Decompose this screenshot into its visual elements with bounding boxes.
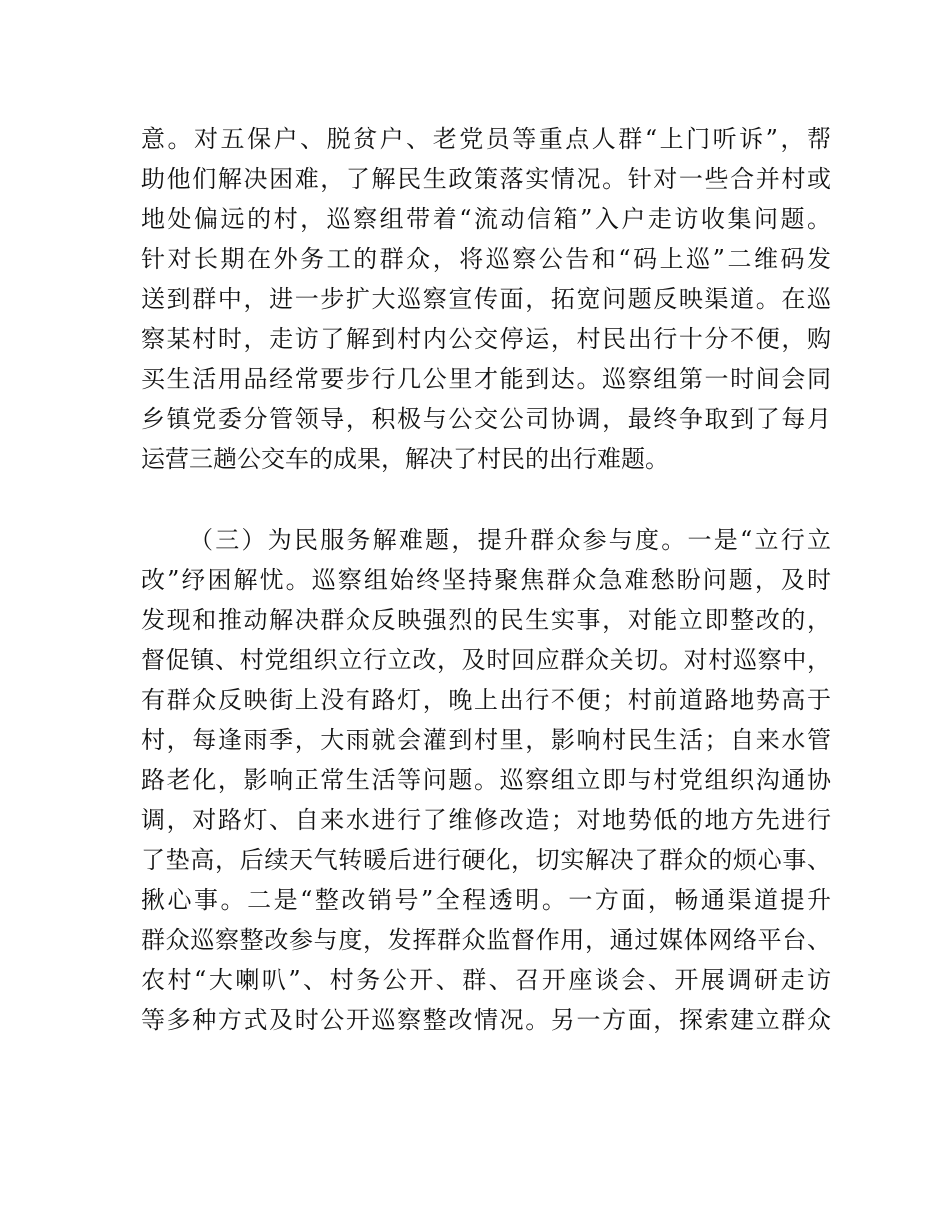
paragraph-2 [141, 520, 831, 1040]
text-line: （三）为民服务解难题，提升群众参与度。一是“立行立 [189, 526, 831, 554]
text-line: 村，每逢雨季，大雨就会灌到村里，影响村民生活；自来水管 [141, 726, 831, 754]
text-line: 助他们解决困难，了解民生政策落实情况。针对一些合并村或 [141, 165, 831, 193]
text-line: 察某村时，走访了解到村内公交停运，村民出行十分不便，购 [141, 325, 831, 353]
text-line: 督促镇、村党组织立行立改，及时回应群众关切。对村巡察中， [141, 646, 831, 674]
text-line: 发现和推动解决群众反映强烈的民生实事，对能立即整改的， [141, 606, 831, 634]
text-line: 了垫高，后续天气转暖后进行硬化，切实解决了群众的烦心事、 [141, 846, 831, 874]
text-line: 乡镇党委分管领导，积极与公交公司协调，最终争取到了每月 [141, 405, 831, 433]
paragraph-1 [141, 119, 831, 479]
text-line: 调，对路灯、自来水进行了维修改造；对地势低的地方先进行 [141, 806, 831, 834]
text-line: 运营三趟公交车的成果，解决了村民的出行难题。 [141, 445, 669, 473]
text-line: 意。对五保户、脱贫户、老党员等重点人群“上门听诉”，帮 [141, 125, 831, 153]
text-line: 有群众反映街上没有路灯，晚上出行不便；村前道路地势高于 [141, 686, 831, 714]
text-line: 等多种方式及时公开巡察整改情况。另一方面，探索建立群众 [141, 1006, 831, 1034]
text-line: 路老化，影响正常生活等问题。巡察组立即与村党组织沟通协 [141, 766, 831, 794]
text-line: 买生活用品经常要步行几公里才能到达。巡察组第一时间会同 [141, 365, 831, 393]
text-line: 地处偏远的村，巡察组带着“流动信箱”入户走访收集问题。 [141, 205, 831, 233]
text-line: 改”纾困解忧。巡察组始终坚持聚焦群众急难愁盼问题，及时 [141, 566, 831, 594]
text-line: 农村“大喇叭”、村务公开、群、召开座谈会、开展调研走访 [141, 966, 831, 994]
text-line: 群众巡察整改参与度，发挥群众监督作用，通过媒体网络平台、 [141, 926, 831, 954]
text-line: 针对长期在外务工的群众，将巡察公告和“码上巡”二维码发 [141, 245, 831, 273]
text-line: 送到群中，进一步扩大巡察宣传面，拓宽问题反映渠道。在巡 [141, 285, 831, 313]
text-line: 揪心事。二是“整改销号”全程透明。一方面，畅通渠道提升 [141, 886, 831, 914]
